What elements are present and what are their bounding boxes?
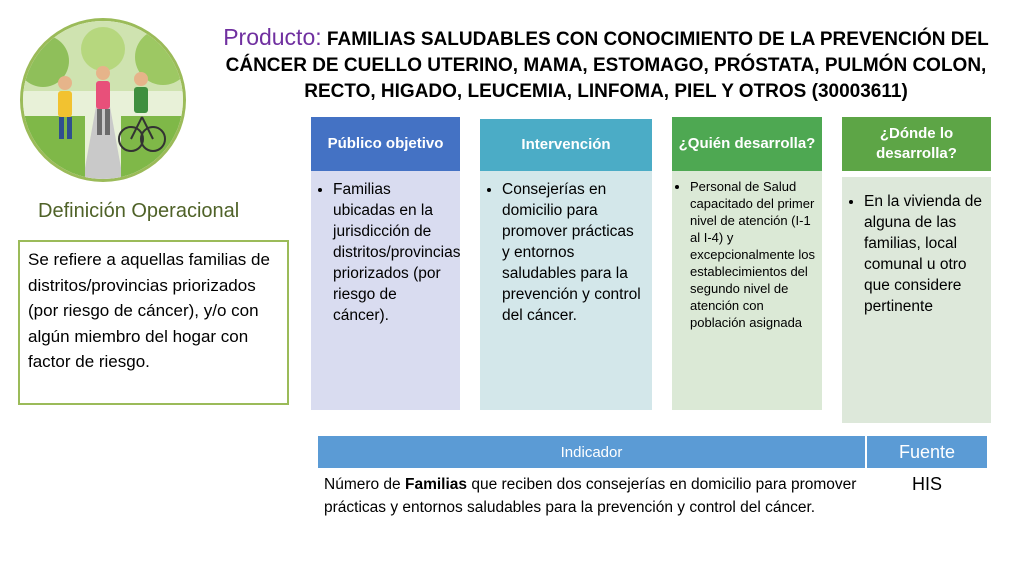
column-body [480, 171, 652, 410]
source-value: HIS [911, 474, 942, 494]
column-quien-desarrolla [672, 117, 822, 410]
column-header: ¿Quién desarrolla? [672, 117, 822, 171]
title-lead: Producto: [223, 24, 322, 50]
indicator-text-before: Número de [324, 476, 405, 493]
family-cycling-photo [20, 18, 186, 182]
column-body [842, 177, 991, 423]
page-title [196, 24, 1016, 105]
column-bullet: • En la vivienda de alguna de las familias, local comunal u otro que considere pertinente [864, 191, 985, 317]
definition-box [18, 240, 289, 405]
column-body [311, 171, 460, 410]
photo-illustration [23, 21, 183, 179]
definition-heading: Definición Operacional [38, 200, 240, 222]
indicator-text [324, 473, 859, 519]
column-publico-objetivo [311, 117, 460, 410]
indicator-text-bold: Familias [404, 476, 468, 493]
definition-text: Se refiere a aquellas familias de distritos/provincias priorizados (por riesgo de cáncer), y/o con algún miembro del hogar con factor de riesgo. [28, 250, 270, 371]
title-text: FAMILIAS SALUDABLES CON CONOCIMIENTO DE LA PREVENCIÓN DEL CÁNCER DE CUELLO UTERINO, MAMA, ESTOMAGO, PRÓSTATA, PULMÓN COLON, RECTO, HIGADO, LEUCEMIA, LINFOMA, PIEL Y OTROS (30003611) [225, 29, 989, 102]
source-header: Fuente [867, 436, 987, 468]
column-body [672, 171, 822, 410]
column-donde-desarrolla [842, 117, 991, 423]
column-bullet: • Familias ubicadas en la jurisdicción de distritos/provincias priorizados (por riesgo de cáncer). [333, 179, 454, 326]
column-bullet: • Personal de Salud capacitado del primer nivel de atención (I-1 al I-4) y excepcionalmente los establecimientos del segundo nivel de atención con población asignada [690, 178, 816, 331]
column-header: Público objetivo [311, 117, 460, 171]
column-header: ¿Dónde lo desarrolla? [842, 117, 991, 171]
column-intervencion [480, 119, 652, 410]
indicator-header: Indicador [318, 436, 865, 468]
column-header: Intervención [480, 119, 652, 171]
indicator-text-after: que reciben dos consejerías en domicilio para promover prácticas y entornos saludables para la prevención y control del cáncer. [324, 476, 857, 516]
column-bullet: • Consejerías en domicilio para promover prácticas y entornos saludables para la prevención y control del cáncer. [502, 179, 644, 326]
